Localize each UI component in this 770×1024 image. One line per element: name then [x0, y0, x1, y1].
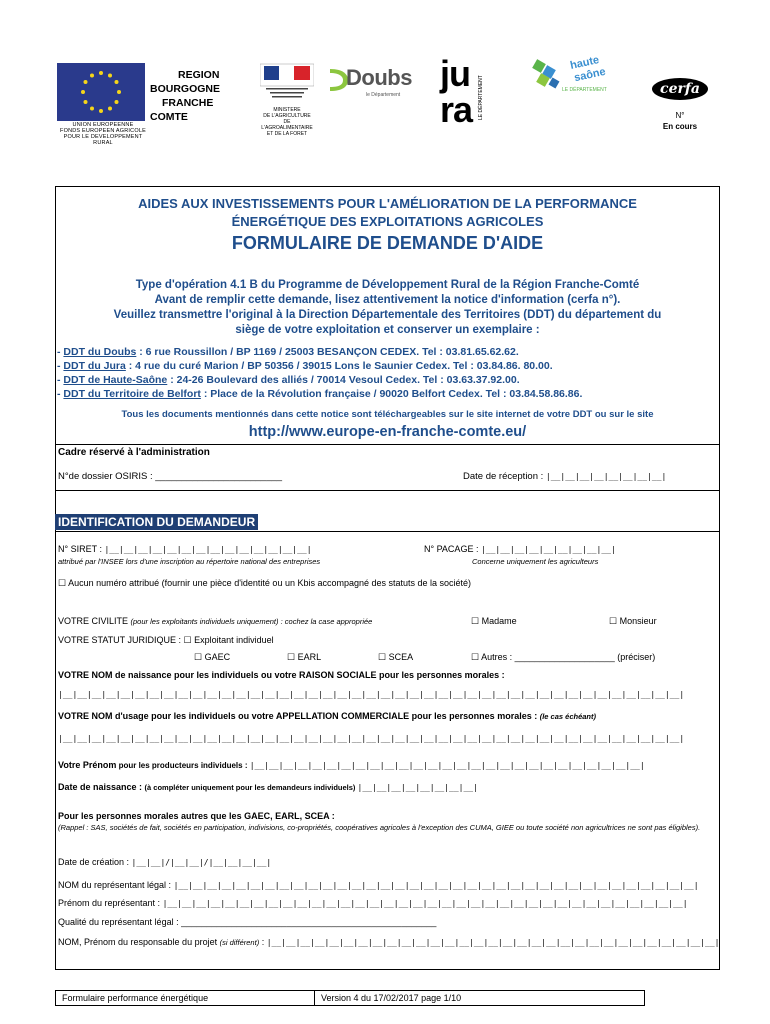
date-creation-row: [58, 856, 271, 869]
cerfa-number-label: N°: [675, 111, 685, 120]
date-creation-label: Date de création :: [58, 857, 132, 867]
doubs-wordmark: Doubs: [346, 65, 412, 90]
statut-row: [58, 634, 274, 646]
madame-checkbox[interactable]: ☐: [471, 616, 480, 626]
cerfa-status: En cours: [662, 122, 698, 131]
doubs-subtitle: le Département: [366, 92, 401, 98]
jura-side-text: LE DÉPARTEMENT: [478, 75, 484, 120]
qualite-rep-label: Qualité du représentant légal :: [58, 917, 182, 927]
date-creation-field[interactable]: |__|__|/|__|__|/|__|__|__|__|: [131, 858, 272, 867]
prenom-field[interactable]: |__|__|__|__|__|__|__|__|__|__|__|__|__|__|__|__|__|__|__|__|__|__|__|__|__|__|__|: [249, 761, 645, 770]
civility-note: (pour les exploitants individuels uniquement) : cochez la case appropriée: [130, 617, 373, 626]
siret-field[interactable]: |__|__|__|__|__|__|__|__|__|__|__|__|__|__|: [104, 545, 312, 554]
nom-usage-field[interactable]: |__|__|__|__|__|__|__|__|__|__|__|__|__|__|__|__|__|__|__|__|__|__|__|__|__|__|__|__|__|__|__|__|__|__|__|__|__|__|__|__|__|__|__|: [58, 734, 685, 743]
responsable-row: [58, 936, 719, 949]
documents-note: Tous les documents mentionnés dans cette notice sont téléchargeables sur le site internet de votre DDT ou sur le site: [121, 409, 654, 420]
exploitant-label: Exploitant individuel: [194, 635, 274, 645]
responsable-field[interactable]: |__|__|__|__|__|__|__|__|__|__|__|__|__|__|__|__|__|__|__|__|__|__|__|__|__|__|__|__|__|__|__|: [266, 938, 720, 947]
nom-rep-row: [58, 879, 699, 892]
osiris-label: N°de dossier OSIRIS :: [58, 471, 156, 482]
prenom-rep-row: [58, 897, 688, 910]
section-rule: [55, 531, 720, 532]
ddt-link-haute-saone[interactable]: DDT de Haute-Saône: [63, 374, 168, 386]
autres-label: Autres : ____________________ (préciser): [481, 652, 656, 662]
nom-rep-field[interactable]: |__|__|__|__|__|__|__|__|__|__|__|__|__|__|__|__|__|__|__|__|__|__|__|__|__|__|__|__|__|__|__|__|__|__|__|__|: [173, 881, 699, 890]
form-title: FORMULAIRE DE DEMANDE D'AIDE: [231, 233, 544, 253]
pm-title: Pour les personnes morales autres que les GAEC, EARL, SCEA :: [58, 811, 335, 821]
no-number-label: Aucun numéro attribué (fournir une pièce d'identité ou un Kbis accompagné des statuts de la société): [68, 578, 472, 588]
siret-note: attribué par l'INSEE lors d'une inscription au répertoire national des entreprises: [58, 557, 321, 566]
haute-saone-word-2: saône: [573, 65, 607, 85]
section-heading: IDENTIFICATION DU DEMANDEUR: [55, 514, 258, 530]
civility-label: VOTRE CIVILITE: [58, 616, 131, 626]
intro-line-4: siège de votre exploitation et conserver un exemplaire :: [235, 324, 540, 336]
pacage-note: Concerne uniquement les agriculteurs: [472, 557, 599, 566]
naissance-note: (à compléter uniquement pour les demandeurs individuels): [144, 783, 358, 792]
prenom-label: Votre Prénom: [58, 760, 117, 770]
haute-saone-emblem-icon: [530, 57, 566, 93]
admin-title: Cadre réservé à l'administration: [58, 447, 210, 458]
reception-label: Date de réception :: [463, 471, 546, 482]
haute-saone-subtitle: LE DÉPARTEMENT: [562, 87, 607, 93]
prefecture-caption: MINISTERE DE L'AGRICULTURE DE L'AGROALIMENTAIRE ET DE LA FORET: [261, 107, 313, 137]
madame-option[interactable]: [471, 615, 517, 627]
jura-word-2: ra: [440, 89, 473, 130]
intro-line-1: Type d'opération 4.1 B du Programme de Développement Rural de la Région Franche-Comté: [135, 279, 640, 291]
reception-group: [463, 471, 666, 482]
nom-naissance-field[interactable]: |__|__|__|__|__|__|__|__|__|__|__|__|__|__|__|__|__|__|__|__|__|__|__|__|__|__|__|__|__|__|__|__|__|__|__|__|__|__|__|__|__|__|__|: [58, 690, 685, 699]
form-subtitle-line-1: AIDES AUX INVESTISSEMENTS POUR L'AMÉLIORATION DE LA PERFORMANCE: [138, 196, 637, 211]
ddt-link-jura[interactable]: DDT du Jura: [63, 360, 126, 372]
civility-row: [58, 615, 372, 628]
monsieur-option[interactable]: [609, 615, 657, 627]
marianne-icon: [260, 62, 314, 102]
ddt-address-list: [57, 345, 717, 401]
siret-label: N° SIRET :: [58, 544, 105, 554]
madame-label: Madame: [481, 616, 517, 626]
scea-label: SCEA: [388, 652, 414, 662]
nom-usage-row: [58, 710, 596, 723]
region-word-3: FRANCHE: [162, 97, 214, 109]
page-footer: [55, 990, 645, 1006]
nom-usage-note: (le cas échéant): [539, 712, 596, 721]
monsieur-checkbox[interactable]: ☐: [609, 616, 618, 626]
intro-line-3: Veuillez transmettre l'original à la Direction Départementale des Territoires (DDT) du département du: [113, 309, 662, 321]
prenom-rep-label: Prénom du représentant :: [58, 898, 163, 908]
pacage-row: [424, 543, 616, 556]
earl-checkbox[interactable]: ☐: [287, 652, 296, 662]
qualite-rep-row: [58, 916, 436, 928]
autres-option[interactable]: [471, 651, 655, 663]
footer-divider: [314, 991, 315, 1005]
gaec-label: GAEC: [204, 652, 231, 662]
cerfa-number: [640, 110, 720, 132]
earl-option[interactable]: [287, 651, 321, 663]
scea-checkbox[interactable]: ☐: [378, 652, 387, 662]
ddt-item: - DDT du Territoire de Belfort : Place de la Révolution française / 90020 Belfort Cedex. Tel : 03.84.58.86.86.: [57, 388, 583, 400]
gaec-checkbox[interactable]: ☐: [194, 652, 203, 662]
website-link[interactable]: http://www.europe-en-franche-comte.eu/: [248, 424, 527, 440]
jura-word-1: ju: [440, 53, 470, 94]
earl-label: EARL: [297, 652, 322, 662]
statut-label: VOTRE STATUT JURIDIQUE :: [58, 635, 184, 645]
autres-checkbox[interactable]: ☐: [471, 652, 480, 662]
region-word-1: REGION: [178, 69, 220, 81]
intro-text: [55, 278, 720, 338]
footer-form-name: Formulaire performance énergétique: [62, 993, 209, 1003]
nom-rep-label: NOM du représentant légal :: [58, 880, 174, 890]
qualite-rep-field[interactable]: ___________________________________________________: [181, 917, 437, 927]
region-logo: [150, 68, 236, 124]
siret-row: [58, 543, 312, 556]
gaec-option[interactable]: [194, 651, 230, 663]
no-number-checkbox[interactable]: ☐: [58, 578, 67, 588]
naissance-row: [58, 781, 478, 794]
nom-usage-label: VOTRE NOM d'usage pour les individuels ou votre APPELLATION COMMERCIALE pour les personnes morales :: [58, 711, 540, 721]
prenom-row: [58, 759, 645, 772]
form-subtitle-line-2: ÉNERGÉTIQUE DES EXPLOITATIONS AGRICOLES: [231, 214, 544, 229]
ddt-item: - DDT du Doubs : 6 rue Roussillon / BP 1169 / 25003 BESANÇON CEDEX. Tel : 03.81.65.62.62.: [57, 346, 519, 358]
monsieur-label: Monsieur: [619, 616, 657, 626]
haute-saone-word-1: haute: [569, 54, 601, 72]
scea-option[interactable]: [378, 651, 413, 663]
region-word-4: COMTE: [150, 111, 188, 123]
pacage-field[interactable]: |__|__|__|__|__|__|__|__|__|: [480, 545, 616, 554]
intro-line-2: Avant de remplir cette demande, lisez attentivement la notice d'information (cerfa n°).: [154, 294, 621, 306]
no-number-row: [58, 577, 471, 589]
pm-note: (Rappel : SAS, sociétés de fait, sociétés en participation, indivisions, co-propriétés, coopératives agricoles à l'exception des CUMA, GIEE ou toute société non agricultrices ne sont pas éligibles).: [58, 823, 701, 832]
ddt-link-doubs[interactable]: DDT du Doubs: [63, 346, 137, 358]
footer-version: Version 4 du 17/02/2017 page 1/10: [321, 993, 462, 1003]
prenom-rep-field[interactable]: |__|__|__|__|__|__|__|__|__|__|__|__|__|__|__|__|__|__|__|__|__|__|__|__|__|__|__|__|__|__|__|__|__|__|__|__|: [162, 899, 688, 908]
eu-flag-logo: [57, 63, 145, 121]
cerfa-logo: cerfa: [652, 78, 708, 100]
region-word-2: BOURGOGNE: [150, 83, 221, 95]
naissance-label: Date de naissance :: [58, 782, 145, 792]
prenom-suffix: pour les producteurs individuels :: [116, 761, 250, 770]
naissance-field[interactable]: |__|__|__|__|__|__|__|__|: [357, 783, 478, 792]
doubs-logo: [328, 65, 418, 105]
jura-logo: [440, 53, 530, 140]
responsable-note: (si différent): [219, 938, 260, 947]
admin-divider-bottom: [55, 490, 720, 491]
form-subtitle: [55, 195, 720, 231]
exploitant-checkbox[interactable]: ☐: [183, 635, 192, 645]
admin-divider: [55, 444, 720, 445]
pacage-label: N° PACAGE :: [424, 544, 481, 554]
reception-date-field[interactable]: |__|__|__|__|__|__|__|__|: [545, 472, 667, 481]
prefecture-logo: [260, 62, 314, 140]
admin-row: [58, 471, 713, 482]
responsable-label: NOM, Prénom du responsable du projet: [58, 937, 220, 947]
eu-caption: UNION EUROPEENNE FONDS EUROPEEN AGRICOLE POUR LE DEVELOPPEMENT RURAL: [60, 122, 146, 146]
ddt-item: - DDT de Haute-Saône : 24-26 Boulevard des alliés / 70014 Vesoul Cedex. Tel : 03.63.37.92.00.: [57, 374, 520, 386]
eu-stars-icon: [57, 63, 145, 121]
ddt-item: - DDT du Jura : 4 rue du curé Marion / BP 50356 / 39015 Lons le Saunier Cedex. Tel : 03.84.86. 80.00.: [57, 360, 553, 372]
ddt-link-belfort[interactable]: DDT du Territoire de Belfort: [63, 388, 201, 400]
osiris-field[interactable]: ________________________: [155, 471, 283, 482]
nom-naissance-label: VOTRE NOM de naissance pour les individuels ou votre RAISON SOCIALE pour les personnes morales :: [58, 670, 505, 680]
responsable-colon: :: [259, 937, 267, 947]
haute-saone-logo: [530, 55, 625, 105]
